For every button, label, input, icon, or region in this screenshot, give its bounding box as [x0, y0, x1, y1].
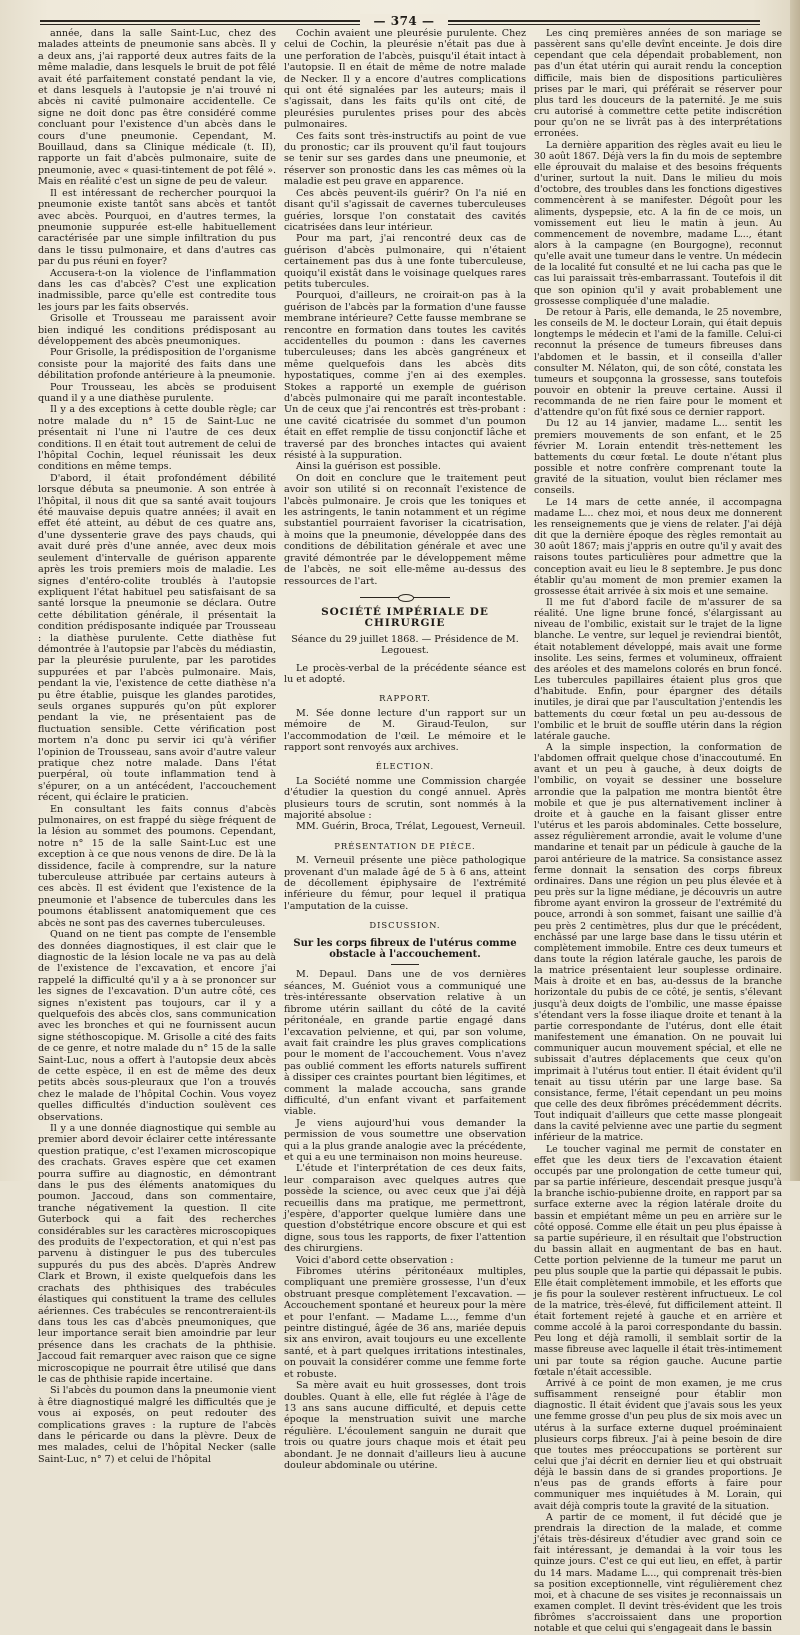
- paragraph: Ces faits sont très-instructifs au point de vue du pronostic; car ils prouvent qu'il faut toujours se tenir sur ses gardes dans une pneumonie, et réserver son pronostic dans les cas mêmes où la maladie est peu grave en apparence.: [284, 130, 526, 188]
- piece-text: M. Verneuil présente une pièce pathologique provenant d'un malade âgé de 5 à 6 ans, atteint de décollement épiphysaire de l'extrémité inférieure du fémur, pour lequel il pratiqua l'amputation de la cuisse.: [284, 855, 526, 912]
- paragraph: D'abord, il était profondément débilité lorsque débuta sa pneumonie. A son entrée à l'hôpital, il nous dit que sa santé avait toujours été mauvaise depuis quatre années; il avait en effet été atteint, au début de ces quatre ans, d'une dyssenterie grave des pays chauds, qui avait duré près d'une année, avec deux mois seulement d'intervalle de guérison apparente après les trois premiers mois de maladie. Les signes d'entéro-colite troublés à l'autopsie expliquent l'état habituel peu satisfaisant de sa santé lorsque la pneumonie se déclara. Outre cette débilitation générale, il présentait la condition prédisposante indiquée par Trousseau : la diathèse purulente. Cette diathèse fut démontrée à l'autopsie par l'abcès du médiastin, par la pleurésie purulente, par les parotides suppurées et par l'abcès pulmonaire. Mais, pendant la vie, l'existence de cette diathèse n'a pu être établie, puisque les glandes parotides, seuls organes suppurés qu'on pût explorer pendant la vie, ne présentaient pas de fluctuation sensible. Cette vérification post mortem n'a donc pu servir ici qu'à vérifier l'opinion de Trousseau, sans avoir d'autre valeur pratique chez notre malade. Dans l'état puerpéral, où toute inflammation tend à s'épurer, on a un antécédent, l'accouchement récent, qui éclaire le praticien.: [38, 472, 276, 804]
- paragraph: Il y a des exceptions à cette double règle; car notre malade du n° 15 de Saint-Luc ne présentait ni l'une ni l'autre de ces deux conditions. Il en était tout autrement de celui de l'hôpital Cochin, lequel réunissait les deux conditions en même temps.: [38, 404, 276, 473]
- piece-heading: PRÉSENTATION DE PIÈCE.: [334, 840, 476, 851]
- lecture-conclusion: [284, 28, 526, 587]
- election-text: La Société nomme une Commission chargée d'étudier la question du congé annuel. Après plusieurs tours de scrutin, sont nommés à la majorité absolue :: [284, 775, 526, 821]
- paragraph: En consultant les faits connus d'abcès pulmonaires, on est frappé du siège fréquent de la lésion au sommet des poumons. Cependant, notre n° 15 de la salle Saint-Luc est une exception à ce que nous venons de dire. De là la dissidence, facile à comprendre, sur la nature tuberculeuse attribuée par certains auteurs à ces abcès. Il est évident que l'existence de la pneumonie et l'absence de tubercules dans les poumons établissent anatomiquement que ces abcès ne sont pas des cavernes tuberculeuses.: [38, 803, 276, 929]
- paragraph: Pourquoi, d'ailleurs, ne croirait-on pas à la guérison de l'abcès par la formation d'une fausse membrane intérieure? Cette fausse membrane se rencontre en formation dans toutes les cavités accidentelles du poumon : dans les cavernes tuberculeuses; dans les abcès gangréneux et même quelquefois dans les abcès dits hypostatiques, comme j'en ai des exemples. Stokes a rapporté un exemple de guérison d'abcès pulmonaire qui me paraît incontestable. Un de ceux que j'ai rencontrés est très-probant : une cavité cicatrisée du sommet d'un poumon était en effet remplie de tissu conjonctif lâche et traversé par des bronches intactes qui avaient résisté à la suppuration.: [284, 290, 526, 462]
- paragraph: Pour Trousseau, les abcès se produisent quand il y a une diathèse purulente.: [38, 381, 276, 404]
- page-edge-shadow: [790, 0, 800, 1181]
- paragraph: Quand on ne tient pas compte de l'ensemble des données diagnostiques, il est clair que le diagnostic de la lésion locale ne va pas au delà de l'existence de l'excavation, et encore j'ai rappelé la difficulté qu'il y a à se prononcer sur les signes de l'excavation. D'un autre côté, ces signes n'existent pas toujours, car il y a quelquefois des abcès clos, sans communication avec les bronches et qui ne fournissent aucun signe stéthoscopique. M. Grisolle a cité des faits de ce genre, et notre malade du n° 15 de la salle Saint-Luc, nous a offert à l'autopsie deux abcès de cette espèce, il en est de même des deux petits abcès sous-pleuraux que l'on a trouvés chez le malade de l'hôpital Cochin. Vous voyez quelles difficultés d'induction soulèvent ces observations.: [38, 929, 276, 1123]
- paragraph: Il est intéressant de rechercher pourquoi la pneumonie existe tantôt sans abcès et tantôt avec abcès. Pourquoi, en d'autres termes, la pneumonie suppurée est-elle habituellement caractérisée par une simple infiltration du pus dans le tissu pulmonaire, et dans d'autres cas par du pus réuni en foyer?: [38, 187, 276, 268]
- paragraph: Pour ma part, j'ai rencontré deux cas de guérison d'abcès pulmonaire, qui n'étaient certainement pas dus à une fonte tuberculeuse, quoiqu'il existât dans le voisinage quelques rares petits tubercules.: [284, 233, 526, 290]
- paragraph: Cochin avaient une pleurésie purulente. Chez celui de Cochin, la pleurésie n'était pas due à une perforation de l'abcès, puisqu'il était intact à l'autopsie. Il en était de même de notre malade de Necker. Il y a encore d'autres complications qui ont été signalées par les auteurs; mais il s'agissait, dans les faits qu'ils ont cité, de pleurésies purulentes prises pour des abcès pulmonaires.: [284, 28, 526, 131]
- paragraph: année, dans la salle Saint-Luc, chez des malades atteints de pneumonie sans abcès. Il y a deux ans, j'ai rapporté deux autres faits de la même maladie, dans lesquels le bruit de pot fêlé avait été parfaitement constaté pendant la vie, et dans lesquels à l'autopsie je n'ai trouvé ni abcès ni cavité pulmonaire accidentelle. Ce signe ne doit donc pas être considéré comme concluant pour l'existence d'un abcès dans le cours d'une pneumonie. Cependant, M. Bouillaud, dans sa Clinique médicale (t. II), rapporte un fait d'abcès pulmonaire, suite de pneumonie, avec « quasi-tintement de pot fêlé ». Mais en réalité c'est un signe de peu de valeur.: [38, 28, 276, 188]
- election-names: MM. Guérin, Broca, Trélat, Legouest, Verneuil.: [296, 821, 526, 833]
- middle-column: [284, 28, 526, 1471]
- society-session: Séance du 29 juillet 1868. — Présidence de M. Legouest.: [291, 633, 519, 657]
- paragraph: A la simple inspection, la conformation de l'abdomen offrait quelque chose d'inaccoutumé. En avant et un peu à gauche, à deux doigts de l'ombilic, on voyait se dessiner une bosselure arrondie que la palpation me montra bientôt être mobile et que je pus alternativement incliner à droite et à gauche en la faisant glisser entre l'utérus et les parois abdominales. Cette bosselure, assez régulièrement arrondie, avait le volume d'une mandarine et tenait par un pédicule à gauche de la paroi antérieure de la matrice. Sa consistance assez ferme donnait la sensation des corps fibreux ordinaires. Dans une région un peu plus élevée et à peu près sur la ligne médiane, je découvris un autre fibrome ayant environ la grosseur de l'extrémité du pouce, arrondi à son sommet, faisant une saillie d'à peu près 2 centimètres, plus dur que le précédent, enchâssé par une large base dans le tissu utérin et complètement immobile. Entre ces deux tumeurs et dans toute la région latérale gauche, les parois de la matrice présentaient leur souplesse ordinaire. Mais à droite et en bas, au-dessus de la branche horizontale du pubis de ce côté, je sentis, s'élevant jusqu'à deux doigts de l'ombilic, une masse épaisse s'étendant vers la fosse iliaque droite et tenant à la partie correspondante de l'utérus, dont elle était manifestement une émanation. On ne pouvait lui communiquer aucun mouvement spécial, et elle ne subissait d'autres déplacements que ceux qu'on imprimait à l'utérus tout entier. Il était évident qu'il tenait au tissu utérin par une large base. Sa consistance, ferme, l'était cependant un peu moins que celle des deux fibrômes précédemment décrits. Tout indiquait d'ailleurs que cette masse plongeait dans la cavité pelvienne avec une partie du segment inférieur de la matrice.: [534, 742, 782, 1144]
- paragraph: Du 12 au 14 janvier, madame L... sentit les premiers mouvements de son enfant, et le 25 février M. Lorain entendit très-nettement les battements du cœur fœtal. Le doute n'étant plus possible et notre confrère comprenant toute la gravité de la situation, voulut bien réclamer mes conseils.: [534, 418, 782, 497]
- paragraph: Il y a une donnée diagnostique qui semble au premier abord devoir éclairer cette intéressante question pratique, c'est l'examen microscopique des crachats. Graves espère que cet examen pourra suffire au diagnostic, en démontrant dans le pus des éléments anatomiques du poumon. Jaccoud, dans son commentaire, tranche négativement la question. Il cite Guterbock qui a fait des recherches considérables sur les caractères microscopiques des produits de l'expectoration, et qui n'est pas parvenu à distinguer le pus des tubercules suppurés du pus des abcès. D'après Andrew Clark et Brown, il existe quelquefois dans les crachats des phthisiques des trabécules élastiques qui constituent la trame des cellules aériennes. Ces trabécules se rencontreraient-ils dans tous les cas d'abcès pneumoniques, que leur importance serait bien amoindrie par leur présence dans les crachats de la phthisie. Jaccoud fait remarquer avec raison que ce signe microscopique ne pourrait être utilisé que dans le cas de phthisie rapide incertaine.: [38, 1123, 276, 1385]
- paragraph: De retour à Paris, elle demanda, le 25 novembre, les conseils de M. le docteur Lorain, qui était depuis longtemps le médecin et l'ami de la famille. Celui-ci reconnut la présence de tumeurs fibreuses dans l'abdomen et le bassin, et il conseilla d'aller consulter M. Nélaton, qui, de son côté, constata les tumeurs et soupçonna la grossesse, sans toutefois pouvoir en obtenir la preuve certaine. Aussi il recommanda de ne rien faire pour le moment et d'attendre qu'on fût fixé sous ce dernier rapport.: [534, 306, 782, 419]
- paragraph: Si l'abcès du poumon dans la pneumonie vient à être diagnostiqué malgré les difficultés que je vous ai exposés, on peut redouter des complications graves : la rupture de l'abcès dans le péricarde ou dans la plèvre. Deux de mes malades, celui de l'hôpital Necker (salle Saint-Luc, n° 7) et celui de l'hôpital: [38, 1385, 276, 1465]
- paragraph: Pour Grisolle, la prédisposition de l'organisme consiste pour la majorité des faits dans une débilitation profonde antérieure à la pneumonie.: [38, 347, 276, 382]
- paragraph: Le 14 mars de cette année, il accompagna madame L... chez moi, et nous deux me donnerent les renseignements que je viens de relater. J'ai déjà dit que la dernière époque des règles remontait au 30 août 1867; mais j'appris en outre qu'il y avait des raisons toutes particulières pour admettre que la conception avait eu lieu le 8 septembre. Je pus donc établir qu'au moment de mon premier examen la grossesse était arrivée à six mois et une semaine.: [534, 496, 782, 597]
- paragraph: Voici d'abord cette observation :: [296, 1254, 454, 1266]
- discussion-heading: DISCUSSION.: [369, 920, 441, 931]
- rapport-text: M. Sée donne lecture d'un rapport sur un mémoire de M. Giraud-Teulon, sur l'accommodation de l'œil. Le mémoire et le rapport sont renvoyés aux archives.: [284, 707, 526, 753]
- paragraph: Sa mère avait eu huit grossesses, dont trois doubles. Quant à elle, elle fut réglée à l'âge de 13 ans sans aucune difficulté, et depuis cette époque la menstruation suivit une marche régulière. L'écoulement sanguin ne durait que trois ou quatre jours chaque mois et était peu abondant. Je ne donnait d'ailleurs lieu à aucune douleur abdominale ou utérine.: [284, 1380, 526, 1471]
- paragraph: A partir de ce moment, il fut décidé que je prendrais la direction de la malade, et comme j'étais très-désireux d'étudier avec grand soin ce fait intéressant, je demandai à la voir tous les quinze jours. C'est ce qui eut lieu, en effet, à partir du 14 mars. Madame L..., qui comprenait très-bien sa position exceptionnelle, vint régulièrement chez moi, et à chacune de ses visites je reconnaissais un examen complet. Il devint très-évident que les trois fibrômes s'accroissaient dans une proportion notable et que celui qui s'engageait dans le bassin: [534, 1511, 782, 1635]
- discussion-title: Sur les corps fibreux de l'utérus comme obstacle à l'accouchement.: [293, 937, 517, 961]
- minutes-text: Le procès-verbal de la précédente séance est lu et adopté.: [284, 662, 526, 685]
- page-header: [0, 0, 800, 30]
- paragraph: Il me fut d'abord facile de m'assurer de sa réalité. Une ligne brune foncé, s'élargissant au niveau de l'ombilic, existait sur le trajet de la ligne blanche. Le ventre, sur lequel je reviendrai bientôt, était notablement développé, mais avait une forme insolite. Les seins, fermes et volumineux, offraient des aréoles et des mamelons colorés en brun foncé. Les tubercules papillaires étaient plus gros que d'habitude. Enfin, pour épargner des détails inutiles, je dirai que par l'auscultation j'entendis les battements du cœur fœtal un peu au-dessous de l'ombilic et le bruit de souffle utérin dans la région latérale gauche.: [534, 596, 782, 742]
- paragraph: Grisolle et Trousseau me paraissent avoir bien indiqué les conditions prédisposant au développement des abcès pneumoniques.: [38, 313, 276, 347]
- paragraph: Les cinq premières années de son mariage se passèrent sans qu'elle devînt enceinte. Je dois dire cependant que cela dépendait probablement, non pas d'un état utérin qui aurait rendu la conception difficile, mais bien de dispositions particulières prises par le mari, qui préférait se réserver pour plus tard les douceurs de la paternité. Je me suis cru autorisé à commettre cette petite indiscrétion pour qu'on ne se livrât pas à des interprétations erronées.: [534, 28, 782, 140]
- right-column: [534, 28, 782, 1635]
- left-column: [38, 28, 276, 1465]
- paragraph: M. Depaul. Dans une de vos dernières séances, M. Guéniot vous a communiqué une très-intéressante observation relative à un fibrome utérin saillant du côté de la cavité péritonéale, en grande partie engagé dans l'excavation pelvienne, et qui, par son volume, avait fait craindre les plus graves complications pour le moment de l'accouchement. Vous n'avez pas oublié comment les efforts naturels suffirent à dissiper ces craintes pourtant bien légitimes, et comment la malade accoucha, sans grande difficulté, d'un enfant vivant et parfaitement viable.: [284, 969, 526, 1118]
- paragraph: Ces abcès peuvent-ils guérir? On l'a nié en disant qu'il s'agissait de cavernes tuberculeuses guéries, lorsque l'on constatait des cavités cicatrisées dans leur intérieur.: [284, 187, 526, 233]
- paragraph: Fibromes utérins péritonéaux multiples, compliquant une première grossesse, l'un d'eux obstruant presque complètement l'excavation. — Accouchement spontané et heureux pour la mère et pour l'enfant. — Madame L..., femme d'un peintre distingué, âgée de 36 ans, mariée depuis six ans environ, avait toujours eu une excellente santé, et à part quelques irritations intestinales, on pouvait la considérer comme une femme forte et robuste.: [284, 1266, 526, 1380]
- paragraph: Le toucher vaginal me permit de constater en effet que les deux tiers de l'excavation étaient occupés par une prolongation de cette tumeur qui, par sa partie inférieure, descendait presque jusqu'à la branche ischio-pubienne droite, en rapport par sa surface externe avec la région latérale droite du bassin et empiétant même un peu en arrière sur le côté opposé. Comme elle était un peu plus épaisse à sa partie supérieure, il en résultait que l'obstruction du bassin allait en augmentant de bas en haut. Cette portion pelvienne de la tumeur me parut un peu plus souple que la partie qui dépassait le pubis. Elle était complètement immobile, et les efforts que je fis pour la soulever restèrent infructueux. Le col de la matrice, très-élevé, fut difficilement atteint. Il était fortement rejeté à gauche et en arrière et comme accolé à la paroi correspondante du bassin. Peu long et déjà ramolli, il semblait sortir de la masse fibreuse avec laquelle il était très-intimement uni par toute sa région gauche. Aucune partie fœtale n'était accessible.: [534, 1143, 782, 1378]
- rapport-heading: RAPPORT.: [379, 693, 431, 704]
- paragraph: Ainsi la guérison est possible.: [296, 461, 441, 473]
- paragraph: Arrivé à ce point de mon examen, je me crus suffisamment renseigné pour établir mon diagnostic. Il était évident que j'avais sous les yeux une femme grosse d'un peu plus de six mois avec un utérus à la surface externe duquel proéminaient plusieurs corps fibreux. J'ai à peine besoin de dire que toutes mes préoccupations se portèrent sur celui que j'ai décrit en dernier lieu et qui obstruait déjà le bassin dans de si grandes proportions. Je n'eus pas de grands efforts à faire pour communiquer mes inquiétudes à M. Lorain, qui avait déjà compris toute la gravité de la situation.: [534, 1377, 782, 1512]
- paragraph: On doit en conclure que le traitement peut avoir son utilité si on reconnaît l'existence de l'abcès pulmonaire. Je crois que les toniques et les astringents, le tanin notamment et un régime substantiel pourraient favoriser la cicatrisation, à moins que la pneumonie, développée dans des conditions de débilitation générale et avec une gravité démontrée par le développement même de l'abcès, ne soit elle-même au-dessus des ressources de l'art.: [284, 472, 526, 587]
- paragraph: Je viens aujourd'hui vous demander la permission de vous soumettre une observation qui a la plus grande analogie avec la précédente, et qui a eu une terminaison non moins heureuse.: [284, 1117, 526, 1163]
- paragraph: L'étude et l'interprétation de ces deux faits, leur comparaison avec quelques autres que possède la science, ou avec ceux que j'ai déjà recueillis dans ma pratique, me permettront, j'espère, d'apporter quelque lumière dans une question d'obstétrique encore obscure et qui est digne, sous tous les rapports, de fixer l'attention des chirurgiens.: [284, 1163, 526, 1255]
- paragraph: La dernière apparition des règles avait eu lieu le 30 août 1867. Déjà vers la fin du mois de septembre elle éprouvait du malaise et des besoins fréquents d'uriner, surtout la nuit. Dans le milieu du mois d'octobre, des troubles dans les fonctions digestives commencèrent à se manifester. Dégoût pour les aliments, dyspepsie, etc. A la fin de ce mois, un vomissement eut lieu le matin à jeun. Au commencement de novembre, madame L..., étant alors à la campagne (en Bourgogne), reconnut qu'elle avait une tumeur dans le ventre. Un médecin de la localité fut consulté et ne lui cacha pas que le cas lui paraissait très-embarrassant. Toutefois il dit que son opinion qu'il y avait probablement une grossesse compliquée d'une maladie.: [534, 139, 782, 307]
- discussion-body: [284, 969, 526, 1471]
- paragraph: Accusera-t-on la violence de l'inflammation dans les cas d'abcès? C'est une explication inadmissible, parce qu'elle est contredite tous les jours par les faits observés.: [38, 267, 276, 313]
- election-heading: ÉLECTION.: [375, 761, 435, 772]
- title-rule: [391, 964, 419, 965]
- page-number: — 374 —: [360, 14, 448, 28]
- society-title: SOCIÉTÉ IMPÉRIALE DE CHIRURGIE: [321, 605, 489, 630]
- section-separator: [360, 594, 450, 601]
